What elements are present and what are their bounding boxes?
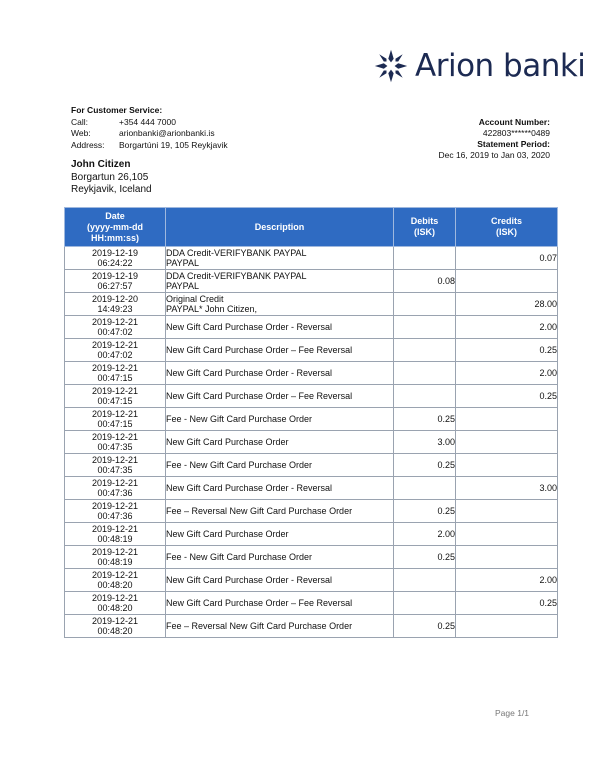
cell-date-day: 2019-12-21 bbox=[91, 454, 139, 465]
header-debits-line2: (ISK) bbox=[414, 227, 435, 237]
cell-date bbox=[65, 270, 166, 293]
cell-credit: 2.00 bbox=[456, 316, 558, 339]
cell-debit: 0.25 bbox=[394, 454, 456, 477]
cell-description bbox=[166, 523, 394, 546]
cell-date-time: 00:47:35 bbox=[97, 442, 133, 452]
cell-debit: 2.00 bbox=[394, 523, 456, 546]
cell-debit bbox=[394, 477, 456, 500]
cell-date bbox=[65, 500, 166, 523]
cell-description-line1: New Gift Card Purchase Order bbox=[166, 528, 289, 539]
header-date-line1: Date bbox=[105, 210, 125, 221]
cell-date bbox=[65, 546, 166, 569]
cell-debit bbox=[394, 385, 456, 408]
cell-date-time: 00:47:15 bbox=[97, 373, 133, 383]
table-row bbox=[65, 408, 558, 431]
cs-address-value: Borgartúni 19, 105 Reykjavik bbox=[119, 139, 228, 150]
cell-credit: 2.00 bbox=[456, 362, 558, 385]
cell-date-time: 00:48:19 bbox=[97, 534, 133, 544]
header-date-line2: (yyyy-mm-dd bbox=[86, 221, 143, 232]
cell-date bbox=[65, 385, 166, 408]
header-description: Description bbox=[166, 208, 394, 247]
cell-credit bbox=[456, 615, 558, 638]
cell-description-line1: Fee - New Gift Card Purchase Order bbox=[166, 413, 313, 424]
table-row bbox=[65, 293, 558, 316]
table-row bbox=[65, 339, 558, 362]
cell-date bbox=[65, 523, 166, 546]
customer-address-line1: Borgartun 26,105 bbox=[71, 171, 149, 183]
cell-description-line1: New Gift Card Purchase Order – Fee Reversal bbox=[166, 344, 353, 355]
page-number: Page 1/1 bbox=[495, 708, 530, 718]
customer-name: John Citizen bbox=[71, 159, 131, 170]
cell-description-line1: Fee - New Gift Card Purchase Order bbox=[166, 551, 313, 562]
bank-logo bbox=[373, 48, 585, 84]
cell-date bbox=[65, 477, 166, 500]
cell-date-day: 2019-12-19 bbox=[91, 270, 139, 281]
cell-date-day: 2019-12-20 bbox=[91, 293, 139, 304]
cell-date bbox=[65, 408, 166, 431]
cell-date-day: 2019-12-21 bbox=[91, 408, 139, 419]
cell-description bbox=[166, 431, 394, 454]
cell-credit bbox=[456, 454, 558, 477]
cell-description bbox=[166, 592, 394, 615]
cell-debit bbox=[394, 316, 456, 339]
cell-description bbox=[166, 454, 394, 477]
cell-date-day: 2019-12-21 bbox=[91, 477, 139, 488]
cell-date-time: 00:47:36 bbox=[97, 511, 133, 521]
header-date-line3: HH:mm:ss) bbox=[90, 232, 139, 243]
header-credits-line2: (ISK) bbox=[496, 227, 517, 237]
cell-date bbox=[65, 569, 166, 592]
cell-description bbox=[166, 339, 394, 362]
cell-debit bbox=[394, 339, 456, 362]
customer-service-title: For Customer Service: bbox=[71, 105, 163, 115]
cell-credit: 0.07 bbox=[456, 247, 558, 270]
cell-credit bbox=[456, 523, 558, 546]
cell-credit bbox=[456, 270, 558, 293]
table-row bbox=[65, 592, 558, 615]
table-row bbox=[65, 316, 558, 339]
cell-date-day: 2019-12-19 bbox=[91, 247, 139, 258]
table-row bbox=[65, 477, 558, 500]
cell-date-time: 00:48:20 bbox=[97, 603, 133, 613]
cell-date-day: 2019-12-21 bbox=[91, 523, 139, 534]
cell-description bbox=[166, 293, 394, 316]
cell-description bbox=[166, 247, 394, 270]
cell-credit bbox=[456, 431, 558, 454]
cell-debit bbox=[394, 247, 456, 270]
table-row bbox=[65, 247, 558, 270]
cs-address-label: Address: bbox=[71, 139, 105, 150]
cell-description bbox=[166, 546, 394, 569]
cell-date-day: 2019-12-21 bbox=[91, 546, 139, 557]
cell-credit: 2.00 bbox=[456, 569, 558, 592]
cell-debit: 3.00 bbox=[394, 431, 456, 454]
cell-date-time: 00:47:35 bbox=[97, 465, 133, 475]
cell-description-line2: PAYPAL* John Citizen, bbox=[166, 304, 258, 314]
cell-credit bbox=[456, 500, 558, 523]
cell-date-time: 14:49:23 bbox=[97, 304, 133, 314]
cell-date-time: 00:47:02 bbox=[97, 327, 133, 337]
cell-description-line1: New Gift Card Purchase Order - Reversal bbox=[166, 321, 333, 332]
cell-credit: 0.25 bbox=[456, 385, 558, 408]
cell-date-day: 2019-12-21 bbox=[91, 316, 139, 327]
cell-description-line1: New Gift Card Purchase Order bbox=[166, 436, 289, 447]
header-credits bbox=[456, 208, 558, 247]
cell-credit: 3.00 bbox=[456, 477, 558, 500]
header-debits bbox=[394, 208, 456, 247]
cell-date-time: 06:27:57 bbox=[97, 281, 133, 291]
cell-debit bbox=[394, 592, 456, 615]
cell-debit bbox=[394, 293, 456, 316]
cell-description bbox=[166, 385, 394, 408]
table-row bbox=[65, 523, 558, 546]
cs-call-label: Call: bbox=[71, 116, 89, 127]
statement-period-label: Statement Period: bbox=[477, 139, 550, 149]
cell-date-day: 2019-12-21 bbox=[91, 431, 139, 442]
table-row bbox=[65, 546, 558, 569]
cell-date bbox=[65, 615, 166, 638]
cell-description-line1: DDA Credit-VERIFYBANK PAYPAL bbox=[166, 270, 307, 281]
cell-date-time: 00:47:15 bbox=[97, 419, 133, 429]
cell-date-time: 00:48:19 bbox=[97, 557, 133, 567]
cell-debit: 0.25 bbox=[394, 615, 456, 638]
cell-description bbox=[166, 569, 394, 592]
cell-date-day: 2019-12-21 bbox=[91, 385, 139, 396]
header-credits-line1: Credits bbox=[490, 216, 522, 226]
customer-address-line2: Reykjavik, Iceland bbox=[71, 184, 152, 195]
table-row bbox=[65, 454, 558, 477]
cell-debit bbox=[394, 569, 456, 592]
cell-debit: 0.25 bbox=[394, 408, 456, 431]
cell-description bbox=[166, 316, 394, 339]
table-row bbox=[65, 615, 558, 638]
table-row bbox=[65, 385, 558, 408]
customer-service-block bbox=[71, 105, 228, 151]
cell-description bbox=[166, 500, 394, 523]
cell-date-time: 00:48:20 bbox=[97, 580, 133, 590]
table-row bbox=[65, 431, 558, 454]
cell-debit bbox=[394, 362, 456, 385]
cell-description-line2: PAYPAL bbox=[166, 281, 200, 291]
transactions-table bbox=[64, 207, 558, 638]
cs-call-row bbox=[71, 117, 228, 129]
cell-description-line1: New Gift Card Purchase Order – Fee Reversal bbox=[166, 597, 353, 608]
customer-block bbox=[71, 159, 152, 197]
table-row bbox=[65, 270, 558, 293]
account-number-label: Account Number: bbox=[478, 117, 550, 127]
cell-debit: 0.25 bbox=[394, 500, 456, 523]
cell-description-line1: Fee – Reversal New Gift Card Purchase Order bbox=[166, 505, 353, 516]
statement-period: Dec 16, 2019 to Jan 03, 2020 bbox=[438, 150, 550, 160]
table-row bbox=[65, 569, 558, 592]
cell-date-day: 2019-12-21 bbox=[91, 339, 139, 350]
cs-call-value: +354 444 7000 bbox=[119, 116, 176, 127]
cell-date bbox=[65, 316, 166, 339]
cell-date-day: 2019-12-21 bbox=[91, 615, 139, 626]
cell-date bbox=[65, 362, 166, 385]
cell-credit bbox=[456, 546, 558, 569]
table-row bbox=[65, 362, 558, 385]
table-header-row bbox=[65, 208, 558, 247]
cell-credit: 28.00 bbox=[456, 293, 558, 316]
cell-date bbox=[65, 247, 166, 270]
cell-description bbox=[166, 270, 394, 293]
cell-date bbox=[65, 454, 166, 477]
cell-description-line1: Fee – Reversal New Gift Card Purchase Order bbox=[166, 620, 353, 631]
cs-address-row bbox=[71, 140, 228, 152]
cell-description-line1: New Gift Card Purchase Order – Fee Reversal bbox=[166, 390, 353, 401]
cell-date-time: 00:47:02 bbox=[97, 350, 133, 360]
cell-credit bbox=[456, 408, 558, 431]
cell-description bbox=[166, 362, 394, 385]
cell-description-line1: Original Credit bbox=[166, 293, 224, 304]
cell-credit: 0.25 bbox=[456, 339, 558, 362]
cell-description-line1: New Gift Card Purchase Order - Reversal bbox=[166, 574, 333, 585]
cell-description-line2: PAYPAL bbox=[166, 258, 200, 268]
cell-description-line1: New Gift Card Purchase Order - Reversal bbox=[166, 367, 333, 378]
cell-date-day: 2019-12-21 bbox=[91, 362, 139, 373]
arion-star-logo-icon bbox=[373, 48, 409, 84]
cell-description bbox=[166, 615, 394, 638]
cell-description-line1: New Gift Card Purchase Order - Reversal bbox=[166, 482, 333, 493]
cell-debit: 0.08 bbox=[394, 270, 456, 293]
cell-date bbox=[65, 431, 166, 454]
bank-name: Arion banki bbox=[415, 48, 586, 84]
cell-date bbox=[65, 592, 166, 615]
cell-date bbox=[65, 339, 166, 362]
cell-date-day: 2019-12-21 bbox=[91, 592, 139, 603]
cs-web-value: arionbanki@arionbanki.is bbox=[119, 128, 215, 138]
cell-description-line1: DDA Credit-VERIFYBANK PAYPAL bbox=[166, 247, 307, 258]
cell-date-day: 2019-12-21 bbox=[91, 500, 139, 511]
table-row bbox=[65, 500, 558, 523]
cell-date-time: 00:48:20 bbox=[97, 626, 133, 636]
header-date bbox=[65, 208, 166, 247]
cell-description bbox=[166, 408, 394, 431]
cell-credit: 0.25 bbox=[456, 592, 558, 615]
account-block bbox=[438, 117, 550, 161]
header-debits-line1: Debits bbox=[410, 216, 439, 226]
cell-date-time: 06:24:22 bbox=[97, 258, 133, 268]
cell-date-day: 2019-12-21 bbox=[91, 569, 139, 580]
cell-date-time: 00:47:15 bbox=[97, 396, 133, 406]
account-number: 422803******0489 bbox=[482, 128, 550, 138]
cell-debit: 0.25 bbox=[394, 546, 456, 569]
cell-description-line1: Fee - New Gift Card Purchase Order bbox=[166, 459, 313, 470]
cell-date bbox=[65, 293, 166, 316]
cell-description bbox=[166, 477, 394, 500]
cs-web-row bbox=[71, 128, 228, 140]
cs-web-label: Web: bbox=[71, 128, 91, 138]
transactions-body bbox=[65, 247, 558, 638]
cell-date-time: 00:47:36 bbox=[97, 488, 133, 498]
